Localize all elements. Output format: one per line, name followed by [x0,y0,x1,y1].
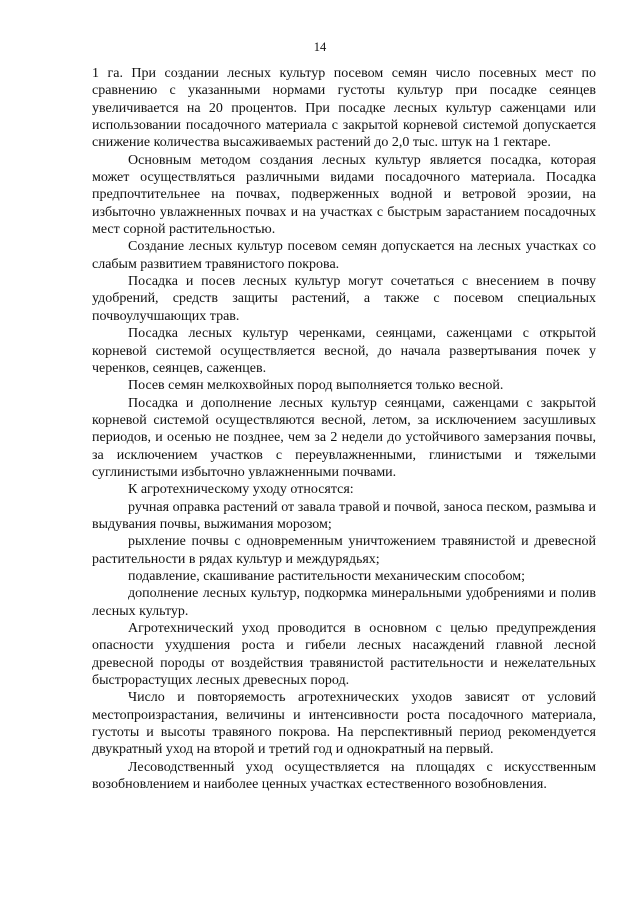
paragraph-2: Основным методом создания лесных культур является посадка, которая может осуществляться различными видами посадочного материала. Посадка предпочтительнее на почвах, подверженных водной и ветровой эрозии, на избыточно увлажненных почвах и на участках с быстрым зарастанием посадочных мест сорной растительностью. [92,152,596,238]
paragraph-8: К агротехническому уходу относятся: [128,482,354,498]
paragraph-7: Посадка и дополнение лесных культур сеянцами, саженцами с закрытой корневой системой осуществляются весной, летом, за исключением засушливых периодов, и осенью не позднее, чем за 2 недели до устойчивого замерзания почвы, за исключением участков с переувлажненными, глинистыми и тяжелыми суглинистыми избыточно увлажненными почвами. [92,395,596,480]
paragraph-5: Посадка лесных культур черенками, сеянцами, саженцами с открытой корневой системой осуществляется весной, до начала развертывания почек у черенков, сеянцев, саженцев. [92,326,596,376]
paragraph-11: Лесоводственный уход осуществляется на площадях с искусственным возобновлением и наиболее ценных участках естественного возобновления. [92,759,596,793]
list-item-4: дополнение лесных культур, подкормка минеральными удобрениями и полив лесных культур. [92,586,596,619]
paragraph-4: Посадка и посев лесных культур могут сочетаться с внесением в почву удобрений, средств защиты растений, а также с посевом специальных почвоулучшающих трав. [92,274,596,324]
paragraph-1: 1 га. При создании лесных культур посевом семян число посевных мест по сравнению с указанными нормами густоты культур при посадке сеянцев увеличивается на 20 процентов. При посадке лесных культур саженцами или использовании посадочного материала с закрытой корневой системой допускается снижение количества высаживаемых растений до 2,0 тыс. штук на 1 гектаре. [92,66,596,151]
page-number: 14 [313,40,327,54]
list-item-3: подавление, скашивание растительности механическим способом; [128,568,526,584]
body-text [92,65,596,793]
list-item-1: ручная оправка растений от завала травой и почвой, заноса песком, размыва и выдувания почвы, выжимания морозом; [92,499,596,532]
paragraph-3: Создание лесных культур посевом семян допускается на лесных участках со слабым развитием травянистого покрова. [92,239,596,272]
paragraph-9: Агротехнический уход проводится в основном с целью предупреждения опасности ухудшения роста и гибели лесных насаждений главной лесной древесной породы от воздействия травянистой растительности и нежелательных быстрорастущих лесных древесных пород. [92,621,596,689]
paragraph-10: Число и повторяемость агротехнических уходов зависят от условий местопроизрастания, величины и интенсивности роста посадочного материала, густоты и высоты травяного покрова. На перспективный период рекомендуется двукратный уход на второй и третий год и однократный на первый. [92,690,596,758]
paragraph-6: Посев семян мелкохвойных пород выполняется только весной. [128,378,504,394]
list-item-2: рыхление почвы с одновременным уничтожением травянистой и древесной растительности в рядах культур и междурядьях; [92,534,596,567]
